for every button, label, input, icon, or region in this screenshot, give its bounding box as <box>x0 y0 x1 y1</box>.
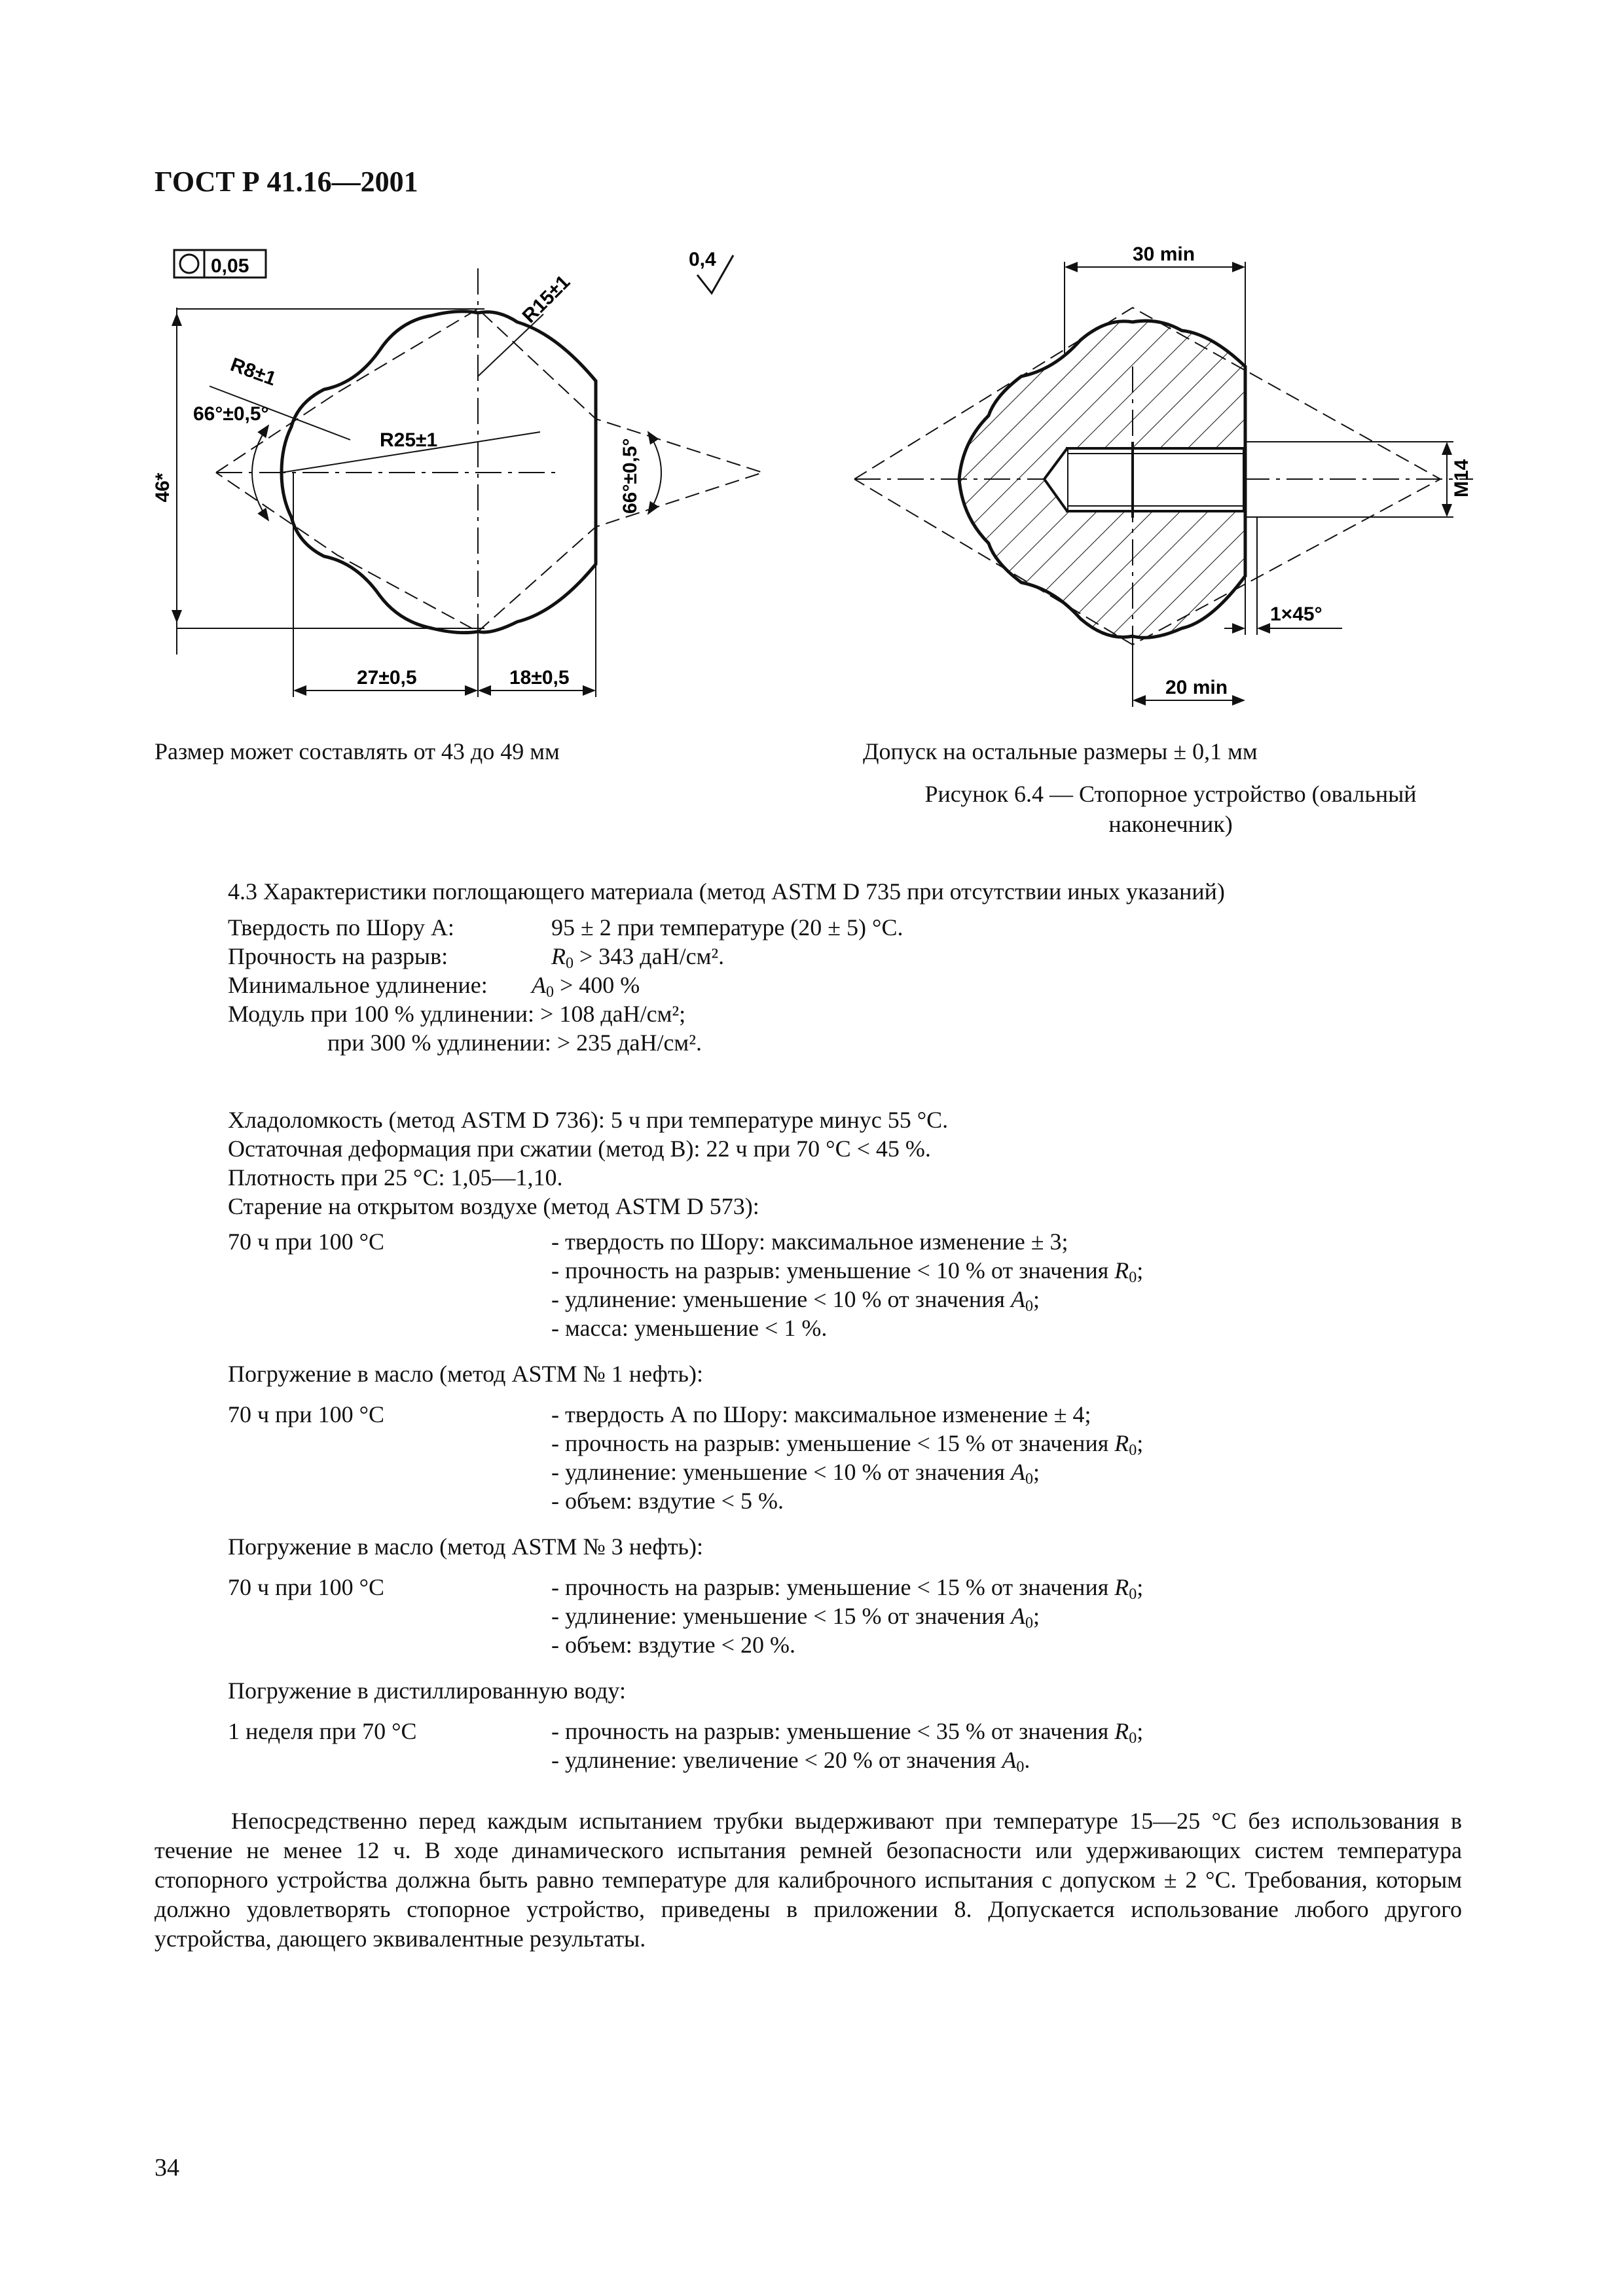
oil3-cond: 70 ч при 100 °С <box>228 1574 385 1600</box>
oil1-heading: Погружение в масло (метод ASTM № 1 нефть): <box>228 1361 703 1387</box>
list-item: - удлинение: уменьшение < 15 % от значения $A_0$; <box>551 1603 1040 1632</box>
dim-height: 46* <box>152 473 173 503</box>
svg-text:0,4: 0,4 <box>689 249 716 270</box>
modulus-300: при 300 % удлинении: > 235 даН/см². <box>327 1030 702 1056</box>
dim-18: 18±0,5 <box>509 667 570 689</box>
dim-20min: 20 min <box>1165 677 1228 698</box>
elong-value: $A_0 > 400$ % <box>532 972 640 1001</box>
roundness-tolerance-frame <box>174 250 266 278</box>
misc-line: Остаточная деформация при сжатии (метод В): 22 ч при 70 °С < 45 %. <box>228 1136 931 1162</box>
dim-27: 27±0,5 <box>357 667 417 689</box>
list-item: - прочность на разрыв: уменьшение < 15 % от значения $R_0$; <box>551 1574 1144 1603</box>
list-item: - удлинение: уменьшение < 10 % от значения $A_0$; <box>551 1459 1040 1488</box>
dim-m14: M14 <box>1451 459 1472 497</box>
water-cond: 1 неделя при 70 °С <box>228 1718 417 1744</box>
section-heading: 4.3 Характеристики поглощающего материала (метод ASTM D 735 при отсутствии иных указаний) <box>228 878 1225 905</box>
dim-angle-right: 66°±0,5° <box>619 438 641 514</box>
dim-r15: R15±1 <box>518 271 575 327</box>
dim-angle-left: 66°±0,5° <box>193 403 269 425</box>
page-number: 34 <box>155 2154 179 2181</box>
oil3-heading: Погружение в масло (метод ASTM № 3 нефть): <box>228 1534 703 1560</box>
dim-chamfer: 1×45° <box>1270 603 1322 625</box>
note-left: Размер может составлять от 43 до 49 мм <box>155 738 560 764</box>
misc-line: Старение на открытом воздухе (метод ASTM D 573): <box>228 1193 759 1219</box>
misc-line: Плотность при 25 °С: 1,05—1,10. <box>228 1164 563 1191</box>
list-item: - масса: уменьшение < 1 %. <box>551 1315 828 1341</box>
tolerance-value: 0,05 <box>211 255 249 277</box>
threaded-hole <box>1067 448 1244 511</box>
dim-30min: 30 min <box>1133 243 1195 265</box>
hardness-value: 95 ± 2 при температуре (20 ± 5) °С. <box>551 914 903 941</box>
list-item: - удлинение: уменьшение < 10 % от значения $A_0$; <box>551 1286 1040 1315</box>
left-technical-drawing <box>151 236 779 707</box>
dim-r8: R8±1 <box>227 353 280 391</box>
water-heading: Погружение в дистиллированную воду: <box>228 1677 626 1704</box>
list-item: - объем: вздутие < 20 %. <box>551 1632 795 1658</box>
list-item: - объем: вздутие < 5 %. <box>551 1488 784 1514</box>
list-item: - прочность на разрыв: уменьшение < 35 % от значения $R_0$; <box>551 1718 1144 1747</box>
dim-r25: R25±1 <box>380 429 438 451</box>
roundness-icon <box>180 255 198 273</box>
strength-label: Прочность на разрыв: <box>228 943 448 969</box>
misc-line: Хладоломкость (метод ASTM D 736): 5 ч при температуре минус 55 °С. <box>228 1107 949 1133</box>
list-item: - прочность на разрыв: уменьшение < 15 % от значения $R_0$; <box>551 1430 1144 1459</box>
body-paragraph: Непосредственно перед каждым испытанием трубки выдерживают при температуре 15—25 °С без использования в течение не менее 12 ч. В ходе динамического испытания ремней безопасности или удерживающих систем температура стопорного устройства должна быть равно температуре для калиброчного испытания с допуском ± 2 °С. Требования, которым должно удовлетворять стопорное устройство, приведены в приложении 8. Допускается использование любого другого устройства, дающего эквивалентные результаты. <box>155 1808 1462 1952</box>
note-right: Допуск на остальные размеры ± 0,1 мм <box>863 738 1258 764</box>
list-item: - твердость по Шору: максимальное изменение ± 3; <box>551 1229 1068 1255</box>
modulus-100: Модуль при 100 % удлинении: > 108 даН/см²; <box>228 1001 686 1027</box>
elong-label: Минимальное удлинение: <box>228 972 488 998</box>
list-item: - твердость А по Шору: максимальное изменение ± 4; <box>551 1401 1091 1427</box>
list-item: - прочность на разрыв: уменьшение < 10 % от значения $R_0$; <box>551 1257 1144 1286</box>
oil1-cond: 70 ч при 100 °С <box>228 1401 385 1427</box>
list-item: - удлинение: увеличение < 20 % от значения $A_0$. <box>551 1747 1030 1776</box>
right-technical-drawing <box>845 236 1486 720</box>
document-header: ГОСТ Р 41.16—2001 <box>155 166 418 198</box>
strength-value: $R_0 > 343$ даН/см². <box>551 943 725 972</box>
roughness-symbol <box>689 249 733 293</box>
figure-caption: Рисунок 6.4 — Стопорное устройство (овальный наконечник) <box>924 781 1417 837</box>
aging-cond: 70 ч при 100 °С <box>228 1229 385 1255</box>
hardness-label: Твердость по Шору А: <box>228 914 454 941</box>
